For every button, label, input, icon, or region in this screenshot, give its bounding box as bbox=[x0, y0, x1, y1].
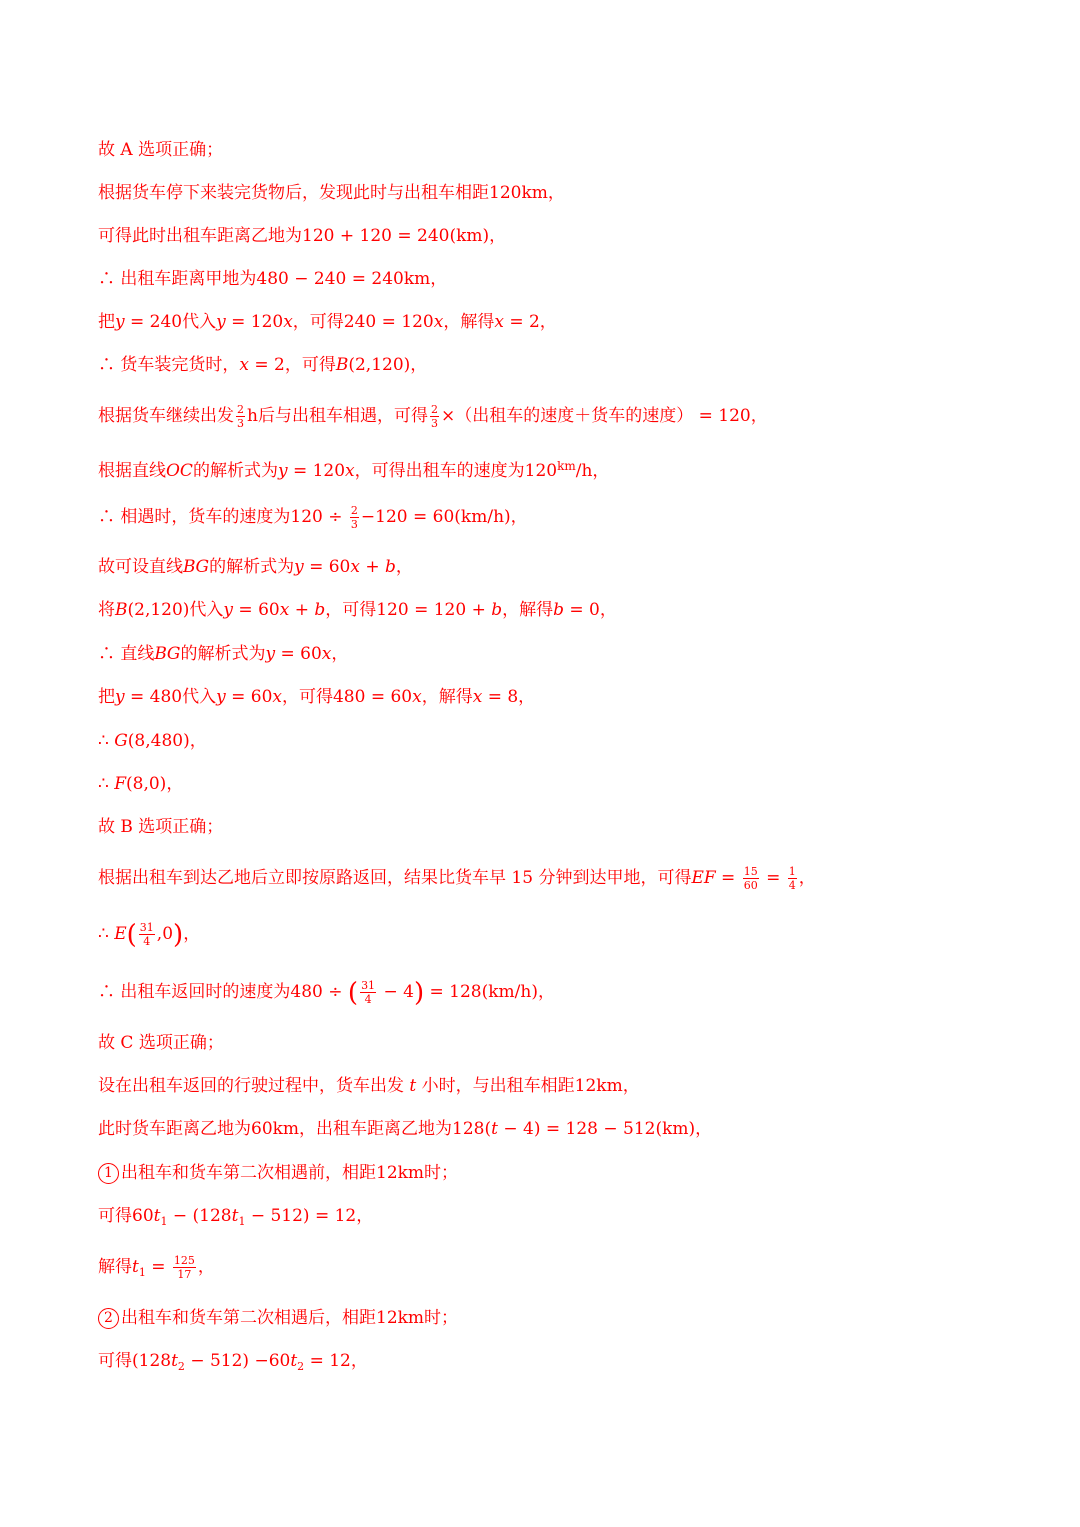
text-line: 把𝑦 = 240代入𝑦 = 120𝑥，可得240 = 120𝑥，解得𝑥 = 2， bbox=[98, 312, 557, 332]
text-line bbox=[98, 978, 555, 1008]
subscript: 1 bbox=[238, 1215, 246, 1228]
text-line: ∴ 𝐺(8,480)， bbox=[98, 731, 207, 751]
fraction-numerator: 2 bbox=[237, 403, 244, 416]
text-segment: ∴ 相遇时，货车的速度为120 ÷ bbox=[98, 507, 348, 527]
text-line bbox=[98, 866, 816, 891]
fraction-denominator: 4 bbox=[788, 879, 796, 892]
fraction-numerator: 31 bbox=[361, 979, 376, 992]
text-line: 故可设直线𝐵𝐺的解析式为𝑦 = 60𝑥 + 𝑏， bbox=[98, 557, 413, 577]
fraction bbox=[173, 1255, 196, 1280]
text-segment: = bbox=[760, 868, 786, 888]
fraction bbox=[236, 404, 245, 429]
text-line bbox=[98, 1255, 215, 1285]
text-line bbox=[98, 1161, 458, 1185]
text-line bbox=[98, 1306, 458, 1330]
text-line: ∴ 货车装完货时，𝑥 = 2，可得𝐵(2,120)， bbox=[98, 355, 428, 375]
text-segment: 根据货车继续出发 bbox=[98, 406, 234, 426]
text-segment: ×（出租车的速度＋货车的速度） = 120， bbox=[440, 406, 768, 426]
subscript: 2 bbox=[177, 1360, 185, 1373]
subscript: 1 bbox=[138, 1266, 146, 1279]
text-segment: = bbox=[145, 1257, 171, 1277]
text-segment: − 4 bbox=[378, 982, 414, 1002]
fraction bbox=[743, 866, 759, 891]
text-segment: 根据出租车到达乙地后立即按原路返回，结果比货车早 15 分钟到达甲地，可得𝐸𝐹 = bbox=[98, 868, 741, 888]
text-line: 此时货车距离乙地为60km，出租车距离乙地为128(𝑡 − 4) = 128 − 512(km)， bbox=[98, 1119, 713, 1139]
text-line: 可得此时出租车距离乙地为120 + 120 = 240(km)， bbox=[98, 226, 507, 246]
left-paren: ( bbox=[347, 978, 359, 1008]
text-line: ∴ 𝐹(8,0)， bbox=[98, 774, 184, 794]
text-segment: 出租车和货车第二次相遇前，相距12km时； bbox=[121, 1163, 459, 1183]
text-segment: ， bbox=[183, 924, 201, 944]
fraction bbox=[430, 404, 439, 429]
left-paren: ( bbox=[126, 920, 137, 950]
fraction bbox=[360, 980, 376, 1005]
fraction-numerator: 125 bbox=[173, 1254, 195, 1267]
text-line: 把𝑦 = 480代入𝑦 = 60𝑥，可得480 = 60𝑥，解得𝑥 = 8， bbox=[98, 687, 536, 707]
text-line: 故 A 选项正确； bbox=[98, 140, 224, 160]
text-segment: = 12， bbox=[304, 1351, 368, 1371]
fraction-numerator: 31 bbox=[139, 921, 154, 934]
fraction-denominator: 3 bbox=[430, 417, 438, 430]
text-line: ∴ 直线𝐵𝐺的解析式为𝑦 = 60𝑥， bbox=[98, 644, 349, 664]
circled-number: 2 bbox=[98, 1308, 119, 1329]
text-line: 根据货车停下来装完货物后，发现此时与出租车相距120km， bbox=[98, 183, 565, 203]
text-segment: 根据直线𝑂𝐶的解析式为𝑦 = 120𝑥，可得出租车的速度为120 bbox=[98, 461, 558, 481]
fraction bbox=[350, 505, 359, 530]
fraction-denominator: 60 bbox=[743, 879, 758, 892]
fraction-numerator: 2 bbox=[430, 403, 438, 416]
subscript: 2 bbox=[297, 1360, 305, 1373]
text-segment: − 512) −60𝑡 bbox=[184, 1351, 298, 1371]
text-segment: 解得𝑡 bbox=[98, 1257, 139, 1277]
fraction-numerator: 1 bbox=[788, 865, 796, 878]
text-line: 故 B 选项正确； bbox=[98, 817, 224, 837]
circled-number: 1 bbox=[98, 1163, 119, 1184]
text-segment: −120 = 60(km/h)， bbox=[360, 507, 528, 527]
text-line bbox=[98, 1204, 373, 1234]
fraction-denominator: 4 bbox=[364, 993, 372, 1006]
text-segment: ∴ 𝐸 bbox=[98, 924, 127, 944]
right-paren: ) bbox=[413, 978, 425, 1008]
text-line bbox=[98, 1349, 368, 1379]
fraction-denominator: 3 bbox=[350, 518, 358, 531]
text-segment: ,0 bbox=[156, 924, 174, 944]
text-line: 设在出租车返回的行驶过程中，货车出发 𝑡 小时，与出租车相距12km， bbox=[98, 1076, 640, 1096]
fraction bbox=[139, 922, 155, 947]
text-line: ∴ 出租车距离甲地为480 − 240 = 240km， bbox=[98, 269, 448, 289]
text-segment: − 512) = 12， bbox=[245, 1206, 374, 1226]
text-line bbox=[98, 920, 201, 950]
fraction bbox=[788, 866, 797, 891]
text-segment: 可得(128𝑡 bbox=[98, 1351, 178, 1371]
text-line bbox=[98, 404, 768, 429]
text-segment: ， bbox=[798, 868, 816, 888]
text-line bbox=[98, 505, 528, 530]
superscript: km bbox=[557, 459, 576, 473]
fraction-denominator: 3 bbox=[237, 417, 244, 430]
text-line: 故 C 选项正确； bbox=[98, 1033, 224, 1053]
text-segment: /h， bbox=[575, 461, 610, 481]
text-segment: ， bbox=[197, 1257, 215, 1277]
text-segment: 出租车和货车第二次相遇后，相距12km时； bbox=[121, 1308, 459, 1328]
text-segment: ∴ 出租车返回时的速度为480 ÷ bbox=[98, 982, 348, 1002]
fraction-numerator: 15 bbox=[743, 865, 758, 878]
fraction-denominator: 17 bbox=[177, 1268, 192, 1281]
fraction-numerator: 2 bbox=[350, 504, 358, 517]
fraction-denominator: 4 bbox=[143, 935, 151, 948]
text-segment: − (128𝑡 bbox=[167, 1206, 239, 1226]
text-segment: = 128(km/h)， bbox=[424, 982, 555, 1002]
subscript: 1 bbox=[160, 1215, 168, 1228]
right-paren: ) bbox=[173, 920, 184, 950]
text-line bbox=[98, 454, 609, 483]
text-segment: h后与出租车相遇，可得 bbox=[247, 406, 428, 426]
text-line: 将𝐵(2,120)代入𝑦 = 60𝑥 + 𝑏，可得120 = 120 + 𝑏，解得𝑏 = 0， bbox=[98, 600, 617, 620]
text-segment: 可得60𝑡 bbox=[98, 1206, 161, 1226]
